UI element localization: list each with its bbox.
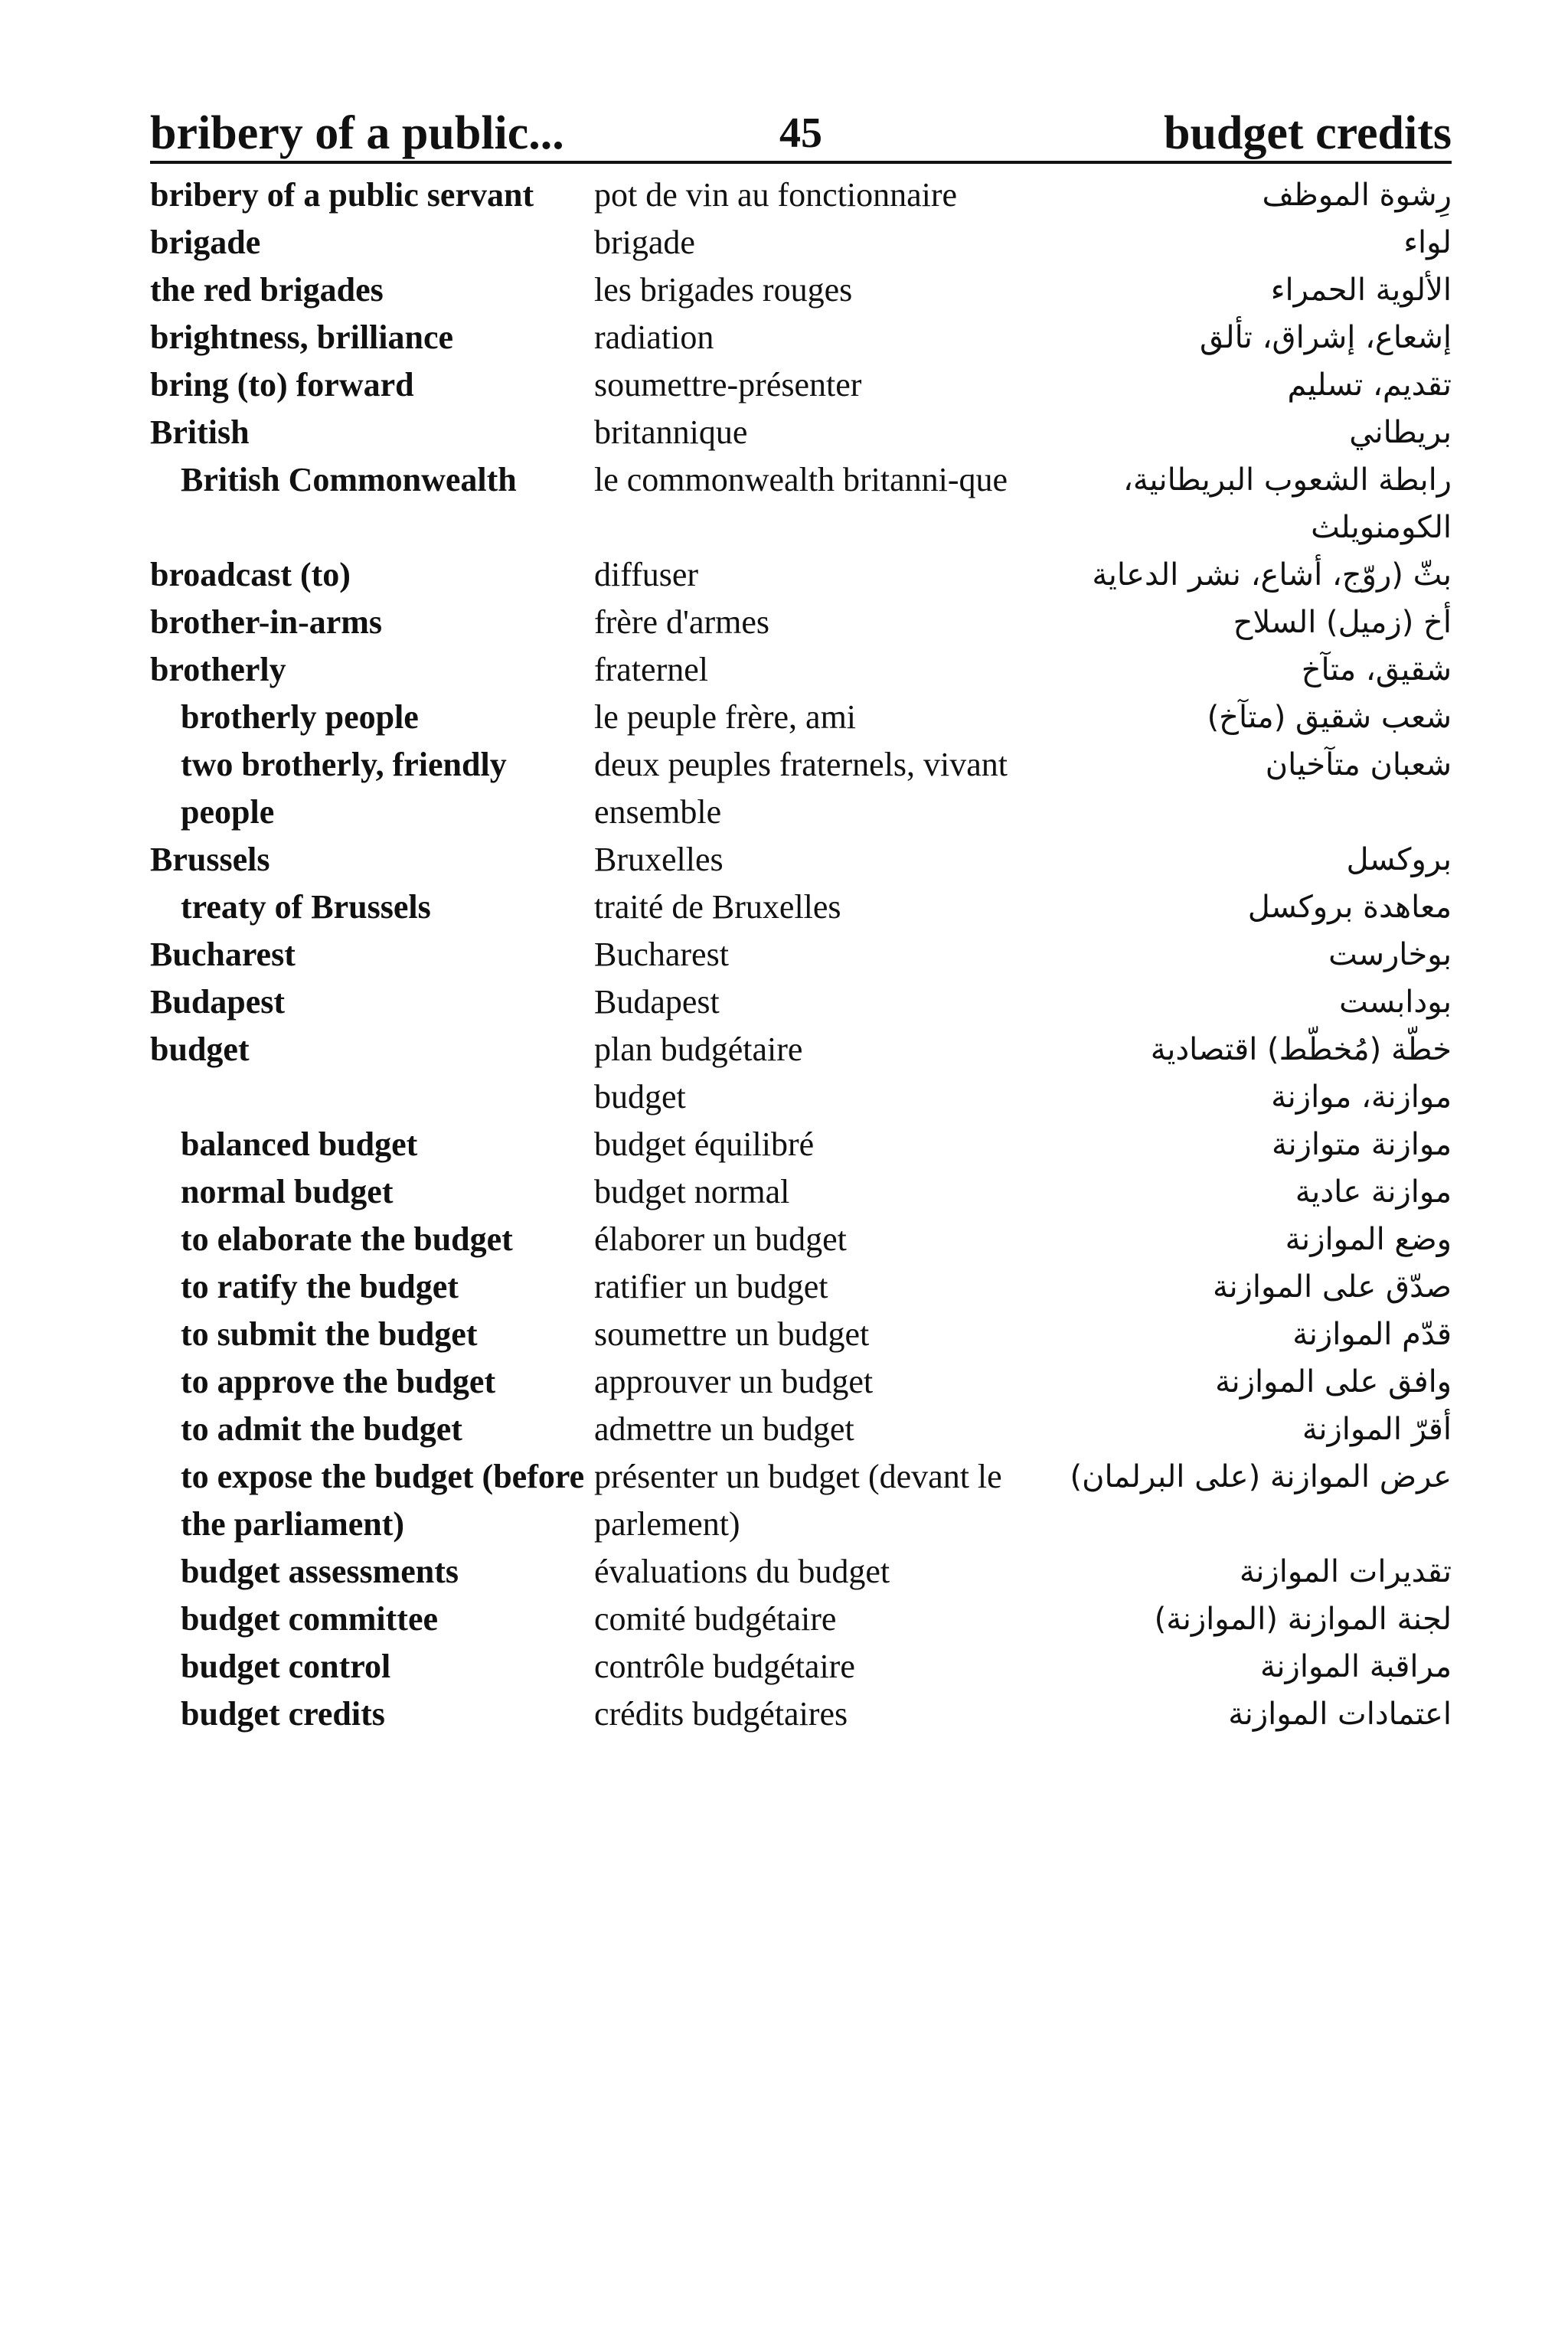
- arabic-term: رابطة الشعوب البريطانية، الكومنويلث: [1123, 462, 1452, 545]
- english-term: two brotherly, friendly people: [181, 746, 507, 831]
- english-term: budget assessments: [181, 1553, 459, 1590]
- french-term: diffuser: [594, 556, 699, 593]
- english-term: British: [150, 413, 250, 451]
- english-term: brigade: [150, 224, 261, 261]
- english-term: budget: [150, 1031, 250, 1068]
- english-term: Bucharest: [150, 936, 296, 973]
- french-term: le commonwealth britanni-que: [594, 461, 1008, 498]
- entry-row: [150, 551, 1452, 599]
- arabic-term: بريطاني: [1349, 415, 1452, 450]
- english-term: to ratify the budget: [181, 1268, 459, 1305]
- entry-row: [150, 361, 1452, 409]
- english-term: British Commonwealth: [181, 461, 517, 498]
- entry-row: [150, 409, 1452, 456]
- english-term: to elaborate the budget: [181, 1220, 513, 1258]
- entry-row: [150, 1216, 1452, 1263]
- english-term: broadcast (to): [150, 556, 351, 593]
- entry-row: [150, 1690, 1452, 1738]
- english-term: brotherly: [150, 651, 286, 688]
- french-term: plan budgétaire: [594, 1031, 803, 1068]
- entry-row: [150, 1358, 1452, 1406]
- french-term: brigade: [594, 224, 695, 261]
- page-number: 45: [779, 109, 822, 157]
- arabic-term: صدّق على الموازنة: [1213, 1269, 1452, 1305]
- english-term: budget control: [181, 1648, 391, 1685]
- french-term: budget équilibré: [594, 1125, 815, 1163]
- french-term: deux peuples fraternels, vivant ensemble: [594, 746, 1008, 831]
- english-term: treaty of Brussels: [181, 888, 431, 926]
- french-term: pot de vin au fonctionnaire: [594, 176, 958, 214]
- arabic-term: وضع الموازنة: [1285, 1222, 1452, 1257]
- entry-row: [150, 1311, 1452, 1358]
- entry-row: [150, 741, 1452, 836]
- english-term: budget credits: [181, 1695, 385, 1733]
- arabic-term: عرض الموازنة (على البرلمان): [1070, 1459, 1452, 1494]
- french-term: britannique: [594, 413, 748, 451]
- french-term: Budapest: [594, 983, 720, 1021]
- english-term: to approve the budget: [181, 1363, 496, 1400]
- running-header: [150, 106, 1452, 164]
- arabic-term: موازنة عادية: [1295, 1174, 1452, 1210]
- entry-list: [150, 171, 1452, 1738]
- arabic-term: شقيق، متآخ: [1301, 652, 1452, 688]
- entry-row: [150, 1263, 1452, 1311]
- entry-row: [150, 931, 1452, 978]
- entry-row: [150, 1453, 1452, 1548]
- entry-row: [150, 1073, 1452, 1121]
- french-term: Bucharest: [594, 936, 729, 973]
- french-term: crédits budgétaires: [594, 1695, 848, 1733]
- entry-row: [150, 1121, 1452, 1168]
- entry-row: [150, 1596, 1452, 1643]
- dictionary-page: [150, 106, 1452, 1738]
- entry-row: [150, 456, 1452, 551]
- english-term: brother-in-arms: [150, 603, 383, 641]
- french-term: budget normal: [594, 1173, 790, 1210]
- english-term: normal budget: [181, 1173, 394, 1210]
- french-term: frère d'armes: [594, 603, 770, 641]
- arabic-term: إشعاع، إشراق، تألق: [1200, 320, 1452, 355]
- english-term: budget committee: [181, 1600, 439, 1638]
- french-term: radiation: [594, 318, 714, 356]
- arabic-term: خطّة (مُخطّط) اقتصادية: [1150, 1032, 1452, 1067]
- arabic-term: أخ (زميل) السلاح: [1233, 605, 1452, 640]
- entry-row: [150, 219, 1452, 266]
- arabic-term: معاهدة بروكسل: [1247, 890, 1452, 925]
- entry-row: [150, 978, 1452, 1026]
- english-term: brotherly people: [181, 698, 419, 736]
- entry-row: [150, 1643, 1452, 1690]
- french-term: élaborer un budget: [594, 1220, 847, 1258]
- french-term: comité budgétaire: [594, 1600, 837, 1638]
- entry-row: [150, 1168, 1452, 1216]
- english-term: to submit the budget: [181, 1315, 478, 1353]
- arabic-term: موازنة، موازنة: [1271, 1080, 1452, 1115]
- arabic-term: قدّم الموازنة: [1292, 1317, 1452, 1352]
- entry-row: [150, 836, 1452, 884]
- french-term: fraternel: [594, 651, 708, 688]
- arabic-term: لواء: [1403, 225, 1452, 260]
- entry-row: [150, 314, 1452, 361]
- arabic-term: بثّ (روّج، أشاع، نشر الدعاية: [1092, 557, 1452, 593]
- arabic-term: الألوية الحمراء: [1270, 273, 1452, 308]
- entry-row: [150, 171, 1452, 219]
- entry-row: [150, 694, 1452, 741]
- arabic-term: بوخارست: [1328, 937, 1452, 972]
- arabic-term: تقديم، تسليم: [1287, 367, 1452, 403]
- arabic-term: مراقبة الموازنة: [1259, 1649, 1452, 1684]
- arabic-term: موازنة متوازنة: [1272, 1127, 1452, 1162]
- french-term: contrôle budgétaire: [594, 1648, 855, 1685]
- arabic-term: شعبان متآخيان: [1265, 747, 1452, 782]
- arabic-term: وافق على الموازنة: [1215, 1364, 1452, 1400]
- english-term: Brussels: [150, 841, 270, 878]
- english-term: bribery of a public servant: [150, 176, 534, 214]
- entry-row: [150, 266, 1452, 314]
- arabic-term: أقرّ الموازنة: [1302, 1412, 1452, 1447]
- french-term: les brigades rouges: [594, 271, 853, 309]
- arabic-term: بودابست: [1339, 985, 1452, 1020]
- french-term: présenter un budget (devant le parlement): [594, 1458, 1002, 1543]
- french-term: admettre un budget: [594, 1410, 854, 1448]
- entry-row: [150, 599, 1452, 646]
- arabic-term: تقديرات الموازنة: [1239, 1554, 1452, 1589]
- english-term: to admit the budget: [181, 1410, 462, 1448]
- english-term: the red brigades: [150, 271, 384, 309]
- french-term: soumettre un budget: [594, 1315, 870, 1353]
- english-term: to expose the budget (before the parliament): [181, 1458, 585, 1543]
- arabic-term: بروكسل: [1346, 842, 1452, 877]
- arabic-term: اعتمادات الموازنة: [1228, 1697, 1452, 1732]
- entry-row: [150, 1548, 1452, 1596]
- header-first-entry: bribery of a public...: [150, 107, 564, 159]
- french-term: budget: [594, 1078, 686, 1115]
- french-term: soumettre-présenter: [594, 366, 862, 403]
- english-term: brightness, brilliance: [150, 318, 454, 356]
- entry-row: [150, 1406, 1452, 1453]
- entry-row: [150, 1026, 1452, 1073]
- french-term: Bruxelles: [594, 841, 724, 878]
- arabic-term: لجنة الموازنة (الموازنة): [1154, 1602, 1452, 1637]
- french-term: approuver un budget: [594, 1363, 874, 1400]
- entry-row: [150, 646, 1452, 694]
- english-term: Budapest: [150, 983, 286, 1021]
- arabic-term: شعب شقيق (متآخ): [1207, 700, 1452, 735]
- header-last-entry: budget credits: [1163, 107, 1452, 159]
- english-term: bring (to) forward: [150, 366, 414, 403]
- arabic-term: رِشوة الموظف: [1262, 178, 1452, 213]
- english-term: [150, 1073, 594, 1121]
- french-term: le peuple frère, ami: [594, 698, 857, 736]
- english-term: balanced budget: [181, 1125, 418, 1163]
- french-term: évaluations du budget: [594, 1553, 890, 1590]
- french-term: ratifier un budget: [594, 1268, 828, 1305]
- french-term: traité de Bruxelles: [594, 888, 841, 926]
- entry-row: [150, 884, 1452, 931]
